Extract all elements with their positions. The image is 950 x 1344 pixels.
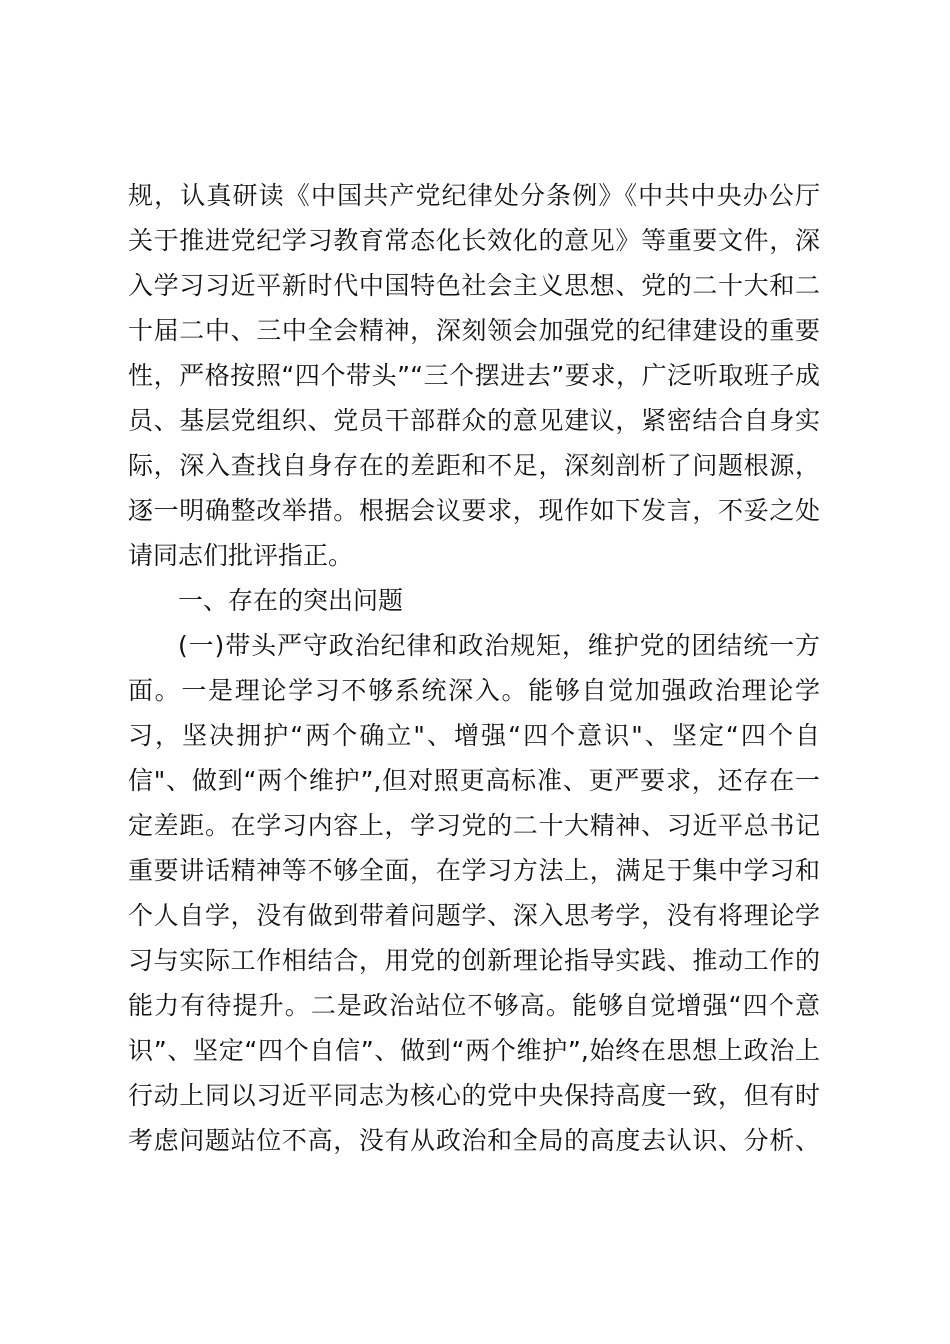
text-line: 信"、做到“两个维护”,但对照更高标准、更严要求，还存在一 [128, 766, 820, 795]
text-line: 重要讲话精神等不够全面，在学习方法上，满足于集中学习和 [128, 856, 820, 885]
text-line: 关于推进党纪学习教育常态化长效化的意见》等重要文件，深 [128, 226, 820, 255]
text-line: 规，认真研读《中国共产党纪律处分条例》《中共中央办公厅 [128, 181, 820, 210]
text-line: 际，深入查找自身存在的差距和不足，深刻剖析了问题根源， [128, 451, 820, 480]
text-line: 习与实际工作相结合，用党的创新理论指导实践、推动工作的 [128, 946, 820, 975]
text-line: 性，严格按照“四个带头”“三个摆进去”要求，广泛听取班子成 [128, 361, 820, 390]
document-body [128, 173, 820, 1163]
text-line: 逐一明确整改举措。根据会议要求，现作如下发言，不妥之处 [128, 496, 820, 525]
text-line: 能力有待提升。二是政治站位不够高。能够自觉增强“四个意 [128, 991, 820, 1020]
subsection-heading-line: (一)带头严守政治纪律和政治规矩，维护党的团结统一方 [178, 631, 820, 660]
text-line: 定差距。在学习内容上，学习党的二十大精神、习近平总书记 [128, 811, 820, 840]
text-line: 行动上同以习近平同志为核心的党中央保持高度一致，但有时 [128, 1081, 820, 1110]
text-line: 个人自学，没有做到带着问题学、深入思考学，没有将理论学 [128, 901, 820, 930]
text-line: 面。一是理论学习不够系统深入。能够自觉加强政治理论学 [128, 676, 820, 705]
section-heading: 一、存在的突出问题 [178, 586, 404, 615]
text-line: 考虑问题站位不高，没有从政治和全局的高度去认识、分析、 [128, 1126, 820, 1155]
text-line: 入学习习近平新时代中国特色社会主义思想、党的二十大和二 [128, 271, 820, 300]
text-line: 十届二中、三中全会精神，深刻领会加强党的纪律建设的重要 [128, 316, 820, 345]
text-line: 习，坚决拥护“两个确立"、增强“四个意识"、坚定“四个自 [128, 721, 820, 750]
text-line: 识”、坚定“四个自信”、做到“两个维护”,始终在思想上政治上 [128, 1036, 820, 1065]
text-line: 请同志们批评指正。 [128, 541, 354, 570]
text-line: 员、基层党组织、党员干部群众的意见建议，紧密结合自身实 [128, 406, 820, 435]
